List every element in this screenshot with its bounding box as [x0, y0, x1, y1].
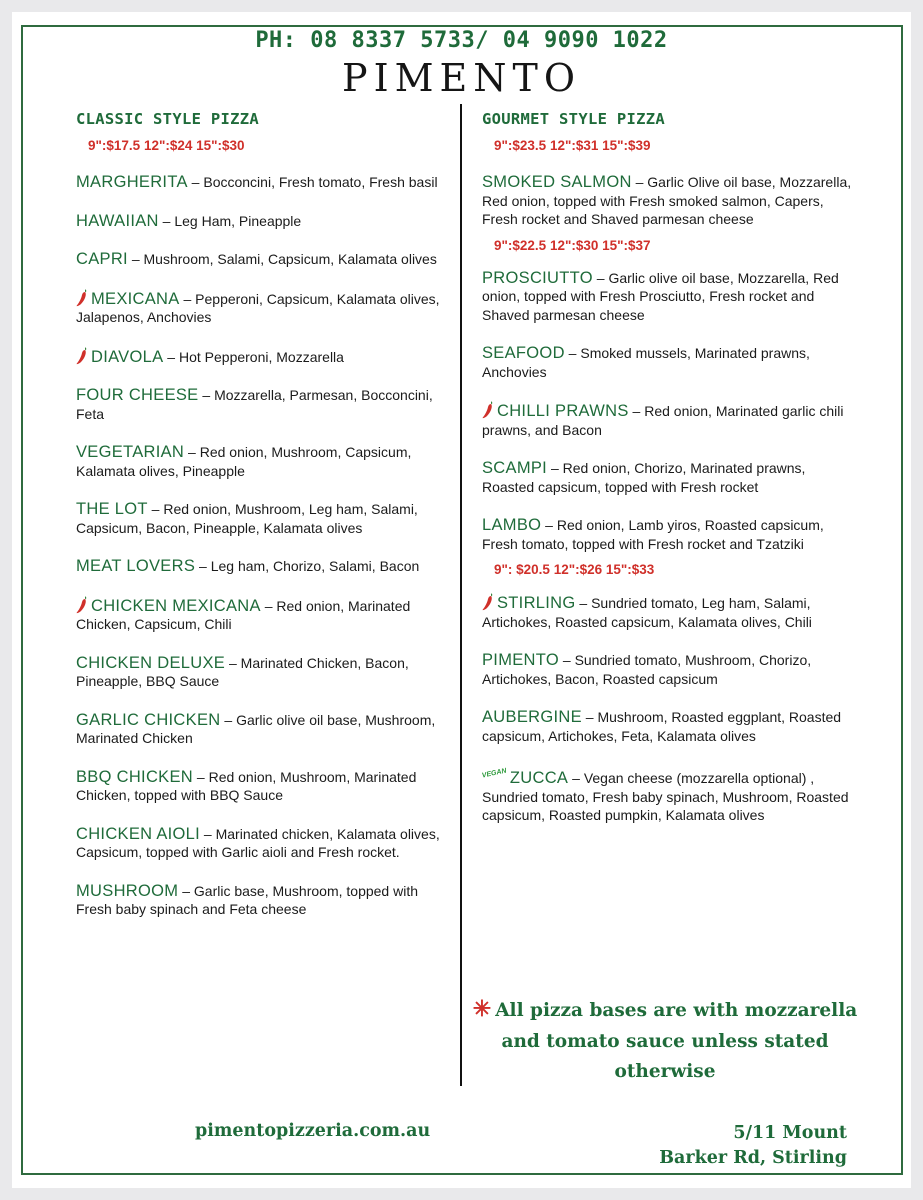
- logo: PIMENTO: [342, 56, 581, 100]
- item-name: LAMBO: [482, 516, 542, 534]
- item-name: HAWAIIAN: [76, 211, 159, 230]
- menu-item: BBQ CHICKEN – Red onion, Mushroom, Marinated Chicken, topped with BBQ Sauce: [76, 767, 417, 803]
- item-description: Garlic Olive oil base, Mozzarella, Red onion, topped with Fresh smoked salmon, Capers, Fresh rocket and Shaved parmesan cheese: [482, 174, 852, 227]
- item-description: Sundried tomato, Mushroom, Chorizo, Artichokes, Bacon, Roasted capsicum: [482, 652, 812, 687]
- item-name: ZUCCA: [509, 769, 569, 787]
- item-description: Mushroom, Roasted eggplant, Roasted capsicum, Artichokes, Feta, Kalamata olives: [482, 709, 842, 744]
- item-name: CAPRI: [76, 250, 128, 268]
- gourmet-item-list-2: [482, 269, 852, 554]
- item-name: MEXICANA: [91, 289, 180, 308]
- column-divider: [460, 104, 462, 1086]
- item-description: Bocconcini, Fresh tomato, Fresh basil: [203, 174, 438, 190]
- classic-heading: CLASSIC STYLE PIZZA: [76, 110, 260, 128]
- classic-item-list: [76, 173, 441, 919]
- menu-item: PIMENTO – Sundried tomato, Mushroom, Chorizo, Artichokes, Bacon, Roasted capsicum: [482, 651, 812, 687]
- classic-column: [76, 108, 441, 919]
- item-description: Red onion, Lamb yiros, Roasted capsicum, Fresh tomato, topped with Fresh rocket and Tzatziki: [482, 517, 824, 552]
- item-name: SMOKED SALMON: [482, 173, 632, 191]
- item-description: Red onion, Marinated garlic chili prawns, and Bacon: [482, 403, 844, 438]
- item-name: MARGHERITA: [76, 173, 188, 191]
- menu-item: PROSCIUTTO – Garlic olive oil base, Mozzarella, Red onion, topped with Fresh Prosciutto, Fresh rocket and Shaved parmesan cheese: [482, 268, 839, 323]
- item-name: FOUR CHEESE: [76, 386, 199, 404]
- menu-item: VEGETARIAN – Red onion, Mushroom, Capsicum, Kalamata olives, Pineapple: [76, 443, 412, 479]
- gourmet-heading: GOURMET STYLE PIZZA: [482, 110, 666, 128]
- gourmet-item-list-3: [482, 593, 852, 825]
- item-name: MEAT LOVERS: [76, 557, 196, 575]
- chili-icon: [482, 401, 494, 419]
- item-name: BBQ CHICKEN: [76, 767, 193, 786]
- item-name: MUSHROOM: [76, 881, 179, 900]
- phone-number[interactable]: PH: 08 8337 5733/ 04 9090 1022: [255, 28, 668, 53]
- chili-icon: [76, 289, 88, 307]
- item-name: STIRLING: [497, 594, 576, 612]
- menu-item: VEGAN ZUCCA – Vegan cheese (mozzarella optional) , Sundried tomato, Fresh baby spinach, Mushroom, Roasted capsicum, Roasted pumpkin, Kalamata olives: [482, 765, 852, 825]
- menu-item: DIAVOLA – Hot Pepperoni, Mozzarella: [76, 347, 441, 367]
- menu-item: FOUR CHEESE – Mozzarella, Parmesan, Bocconcini, Feta: [76, 386, 433, 422]
- item-name: AUBERGINE: [482, 708, 582, 726]
- address: [617, 1121, 847, 1171]
- address-line-2: Barker Rd, Stirling: [659, 1148, 847, 1168]
- item-description: Leg ham, Chorizo, Salami, Bacon: [210, 558, 420, 574]
- item-description: Vegan cheese (mozzarella optional) , Sundried tomato, Fresh baby spinach, Mushroom, Roasted capsicum, Roasted pumpkin, Kalamata olives: [482, 770, 849, 823]
- menu-item: SMOKED SALMON – Garlic Olive oil base, Mozzarella, Red onion, topped with Fresh smoked salmon, Capers, Fresh rocket and Shaved parmesan cheese: [482, 173, 852, 227]
- menu-item: SCAMPI – Red onion, Chorizo, Marinated prawns, Roasted capsicum, topped with Fresh rocket: [482, 459, 806, 495]
- item-description: Garlic olive oil base, Mozzarella, Red onion, topped with Fresh Prosciutto, Fresh rocket and Shaved parmesan cheese: [482, 269, 839, 323]
- item-name: CHICKEN AIOLI: [76, 824, 201, 843]
- item-description: Mushroom, Salami, Capsicum, Kalamata olives: [143, 251, 437, 267]
- item-description: Hot Pepperoni, Mozzarella: [178, 348, 344, 365]
- gourmet-price-tier-3: 9": $20.5 12":$26 15":$33: [494, 562, 655, 577]
- item-name: CHICKEN MEXICANA: [91, 596, 261, 615]
- item-description: Red onion, Mushroom, Capsicum, Kalamata olives, Pineapple: [76, 444, 412, 479]
- chili-icon: [76, 596, 88, 614]
- menu-item: CHICKEN MEXICANA – Red onion, Marinated Chicken, Capsicum, Chili: [76, 596, 411, 632]
- gourmet-price-tier-1: 9":$23.5 12":$31 15":$39: [494, 138, 651, 153]
- item-name: PIMENTO: [482, 651, 559, 669]
- item-description: Smoked mussels, Marinated prawns, Anchovies: [482, 345, 810, 380]
- menu-item: MUSHROOM – Garlic base, Mushroom, topped with Fresh baby spinach and Feta cheese: [76, 881, 418, 917]
- item-name: GARLIC CHICKEN: [76, 710, 221, 729]
- item-name: CHICKEN DELUXE: [76, 653, 226, 672]
- menu-item: MEAT LOVERS – Leg ham, Chorizo, Salami, Bacon: [76, 557, 420, 575]
- chili-icon: [482, 593, 494, 611]
- item-description: Mozzarella, Parmesan, Bocconcini, Feta: [76, 387, 433, 422]
- item-description: Red onion, Chorizo, Marinated prawns, Roasted capsicum, topped with Fresh rocket: [482, 460, 806, 495]
- item-description: Red onion, Mushroom, Marinated Chicken, topped with BBQ Sauce: [76, 768, 417, 803]
- item-description: Garlic base, Mushroom, topped with Fresh baby spinach and Feta cheese: [76, 882, 418, 917]
- item-description: Marinated Chicken, Bacon, Pineapple, BBQ Sauce: [76, 654, 409, 689]
- gourmet-price-tier-2: 9":$22.5 12":$30 15":$37: [494, 237, 651, 253]
- website-link[interactable]: pimentopizzeria.com.au: [195, 1121, 431, 1141]
- menu-item: MEXICANA – Pepperoni, Capsicum, Kalamata olives, Jalapenos, Anchovies: [76, 289, 440, 325]
- item-description: Garlic olive oil base, Mushroom, Marinated Chicken: [76, 711, 436, 746]
- item-description: Red onion, Mushroom, Leg ham, Salami, Capsicum, Bacon, Pineapple, Kalamata olives: [76, 501, 418, 536]
- menu-item: THE LOT – Red onion, Mushroom, Leg ham, Salami, Capsicum, Bacon, Pineapple, Kalamata olives: [76, 500, 418, 536]
- menu-item: CAPRI – Mushroom, Salami, Capsicum, Kalamata olives: [76, 250, 437, 268]
- asterisk-icon: ✳: [472, 996, 492, 1022]
- chili-icon: [76, 347, 88, 365]
- address-line-1: 5/11 Mount: [733, 1123, 847, 1143]
- menu-item: MARGHERITA – Bocconcini, Fresh tomato, Fresh basil: [76, 173, 438, 191]
- base-note: [470, 994, 860, 1088]
- item-description: Sundried tomato, Leg ham, Salami, Artichokes, Roasted capsicum, Kalamata olives, Chili: [482, 595, 812, 630]
- item-name: CHILLI PRAWNS: [497, 402, 629, 420]
- item-description: Red onion, Marinated Chicken, Capsicum, Chili: [76, 597, 411, 632]
- vegan-icon: VEGAN: [481, 767, 508, 780]
- item-name: PROSCIUTTO: [482, 268, 593, 287]
- menu-item: LAMBO – Red onion, Lamb yiros, Roasted capsicum, Fresh tomato, topped with Fresh rocket and Tzatziki: [482, 516, 824, 552]
- menu-item: CHILLI PRAWNS – Red onion, Marinated garlic chili prawns, and Bacon: [482, 402, 844, 438]
- item-description: Marinated chicken, Kalamata olives, Capsicum, topped with Garlic aioli and Fresh rocket.: [76, 825, 440, 860]
- item-name: SEAFOOD: [482, 344, 565, 362]
- item-name: VEGETARIAN: [76, 443, 185, 461]
- menu-item: SEAFOOD – Smoked mussels, Marinated prawns, Anchovies: [482, 344, 810, 380]
- base-note-text: All pizza bases are with mozzarella and tomato sauce unless stated otherwise: [495, 1000, 858, 1082]
- menu-item: HAWAIIAN – Leg Ham, Pineapple: [76, 211, 302, 230]
- menu-item: STIRLING – Sundried tomato, Leg ham, Salami, Artichokes, Roasted capsicum, Kalamata olives, Chili: [482, 594, 812, 630]
- menu-item: AUBERGINE – Mushroom, Roasted eggplant, Roasted capsicum, Artichokes, Feta, Kalamata olives: [482, 708, 842, 744]
- classic-price: 9":$17.5 12":$24 15":$30: [88, 138, 245, 153]
- menu-item: CHICKEN DELUXE – Marinated Chicken, Bacon, Pineapple, BBQ Sauce: [76, 653, 409, 689]
- menu-item: CHICKEN AIOLI – Marinated chicken, Kalamata olives, Capsicum, topped with Garlic aioli and Fresh rocket.: [76, 824, 440, 860]
- item-name: SCAMPI: [482, 459, 548, 477]
- item-name: THE LOT: [76, 500, 148, 518]
- gourmet-column: [482, 108, 852, 825]
- menu-item: GARLIC CHICKEN – Garlic olive oil base, Mushroom, Marinated Chicken: [76, 710, 436, 746]
- item-name: DIAVOLA: [91, 347, 164, 366]
- item-description: Pepperoni, Capsicum, Kalamata olives, Jalapenos, Anchovies: [76, 290, 440, 325]
- item-description: Leg Ham, Pineapple: [174, 212, 302, 229]
